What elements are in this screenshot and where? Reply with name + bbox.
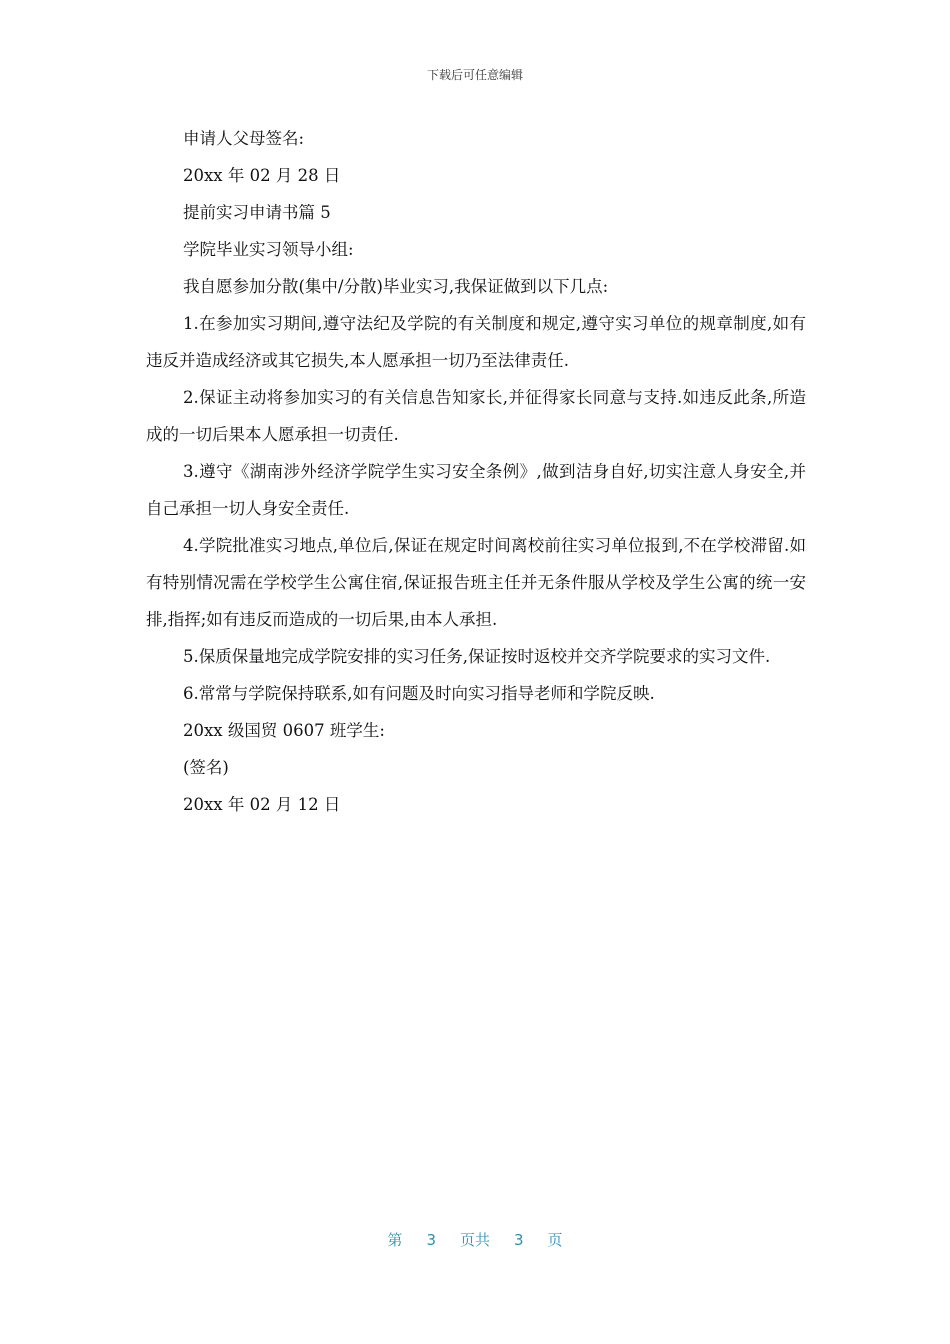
- paragraph-date-2: 20xx 年 02 月 12 日: [183, 795, 341, 814]
- paragraph-section-title: 提前实习申请书篇 5: [183, 203, 331, 222]
- page-current: 3: [426, 1231, 436, 1249]
- paragraph-item-1: 1.在参加实习期间,遵守法纪及学院的有关制度和规定,遵守实习单位的规章制度,如有违反并造成经济或其它损失,本人愿承担一切乃至法律责任.: [146, 314, 806, 370]
- paragraph-item-3: 3.遵守《湖南涉外经济学院学生实习安全条例》,做到洁身自好,切实注意人身安全,并自己承担一切人身安全责任.: [146, 462, 806, 518]
- page-prefix: 第: [387, 1231, 403, 1249]
- paragraph-item-4: 4.学院批准实习地点,单位后,保证在规定时间离校前往实习单位报到,不在学校滞留.如有特别情况需在学校学生公寓住宿,保证报告班主任并无条件服从学校及学生公寓的统一安排,指挥;如有违反而造成的一切后果,由本人承担.: [146, 536, 806, 629]
- paragraph-item-2: 2.保证主动将参加实习的有关信息告知家长,并征得家长同意与支持.如违反此条,所造成的一切后果本人愿承担一切责任.: [146, 388, 806, 444]
- page-footer: [0, 1229, 950, 1250]
- page-middle: 页共: [459, 1231, 490, 1249]
- paragraph-item-6: 6.常常与学院保持联系,如有问题及时向实习指导老师和学院反映.: [183, 684, 655, 703]
- document-body: [146, 120, 806, 823]
- header-note: 下载后可任意编辑: [426, 68, 523, 82]
- page-suffix: 页: [547, 1231, 563, 1249]
- paragraph-item-5: 5.保质保量地完成学院安排的实习任务,保证按时返校并交齐学院要求的实习文件.: [183, 647, 771, 666]
- paragraph-class-student: 20xx 级国贸 0607 班学生:: [183, 721, 385, 740]
- paragraph-intro: 我自愿参加分散(集中/分散)毕业实习,我保证做到以下几点:: [183, 277, 609, 296]
- page-total: 3: [514, 1231, 524, 1249]
- paragraph-signature: (签名): [183, 758, 229, 777]
- paragraph-date-1: 20xx 年 02 月 28 日: [183, 166, 341, 185]
- paragraph-parent-signature: 申请人父母签名:: [183, 129, 305, 148]
- paragraph-addressee: 学院毕业实习领导小组:: [183, 240, 354, 259]
